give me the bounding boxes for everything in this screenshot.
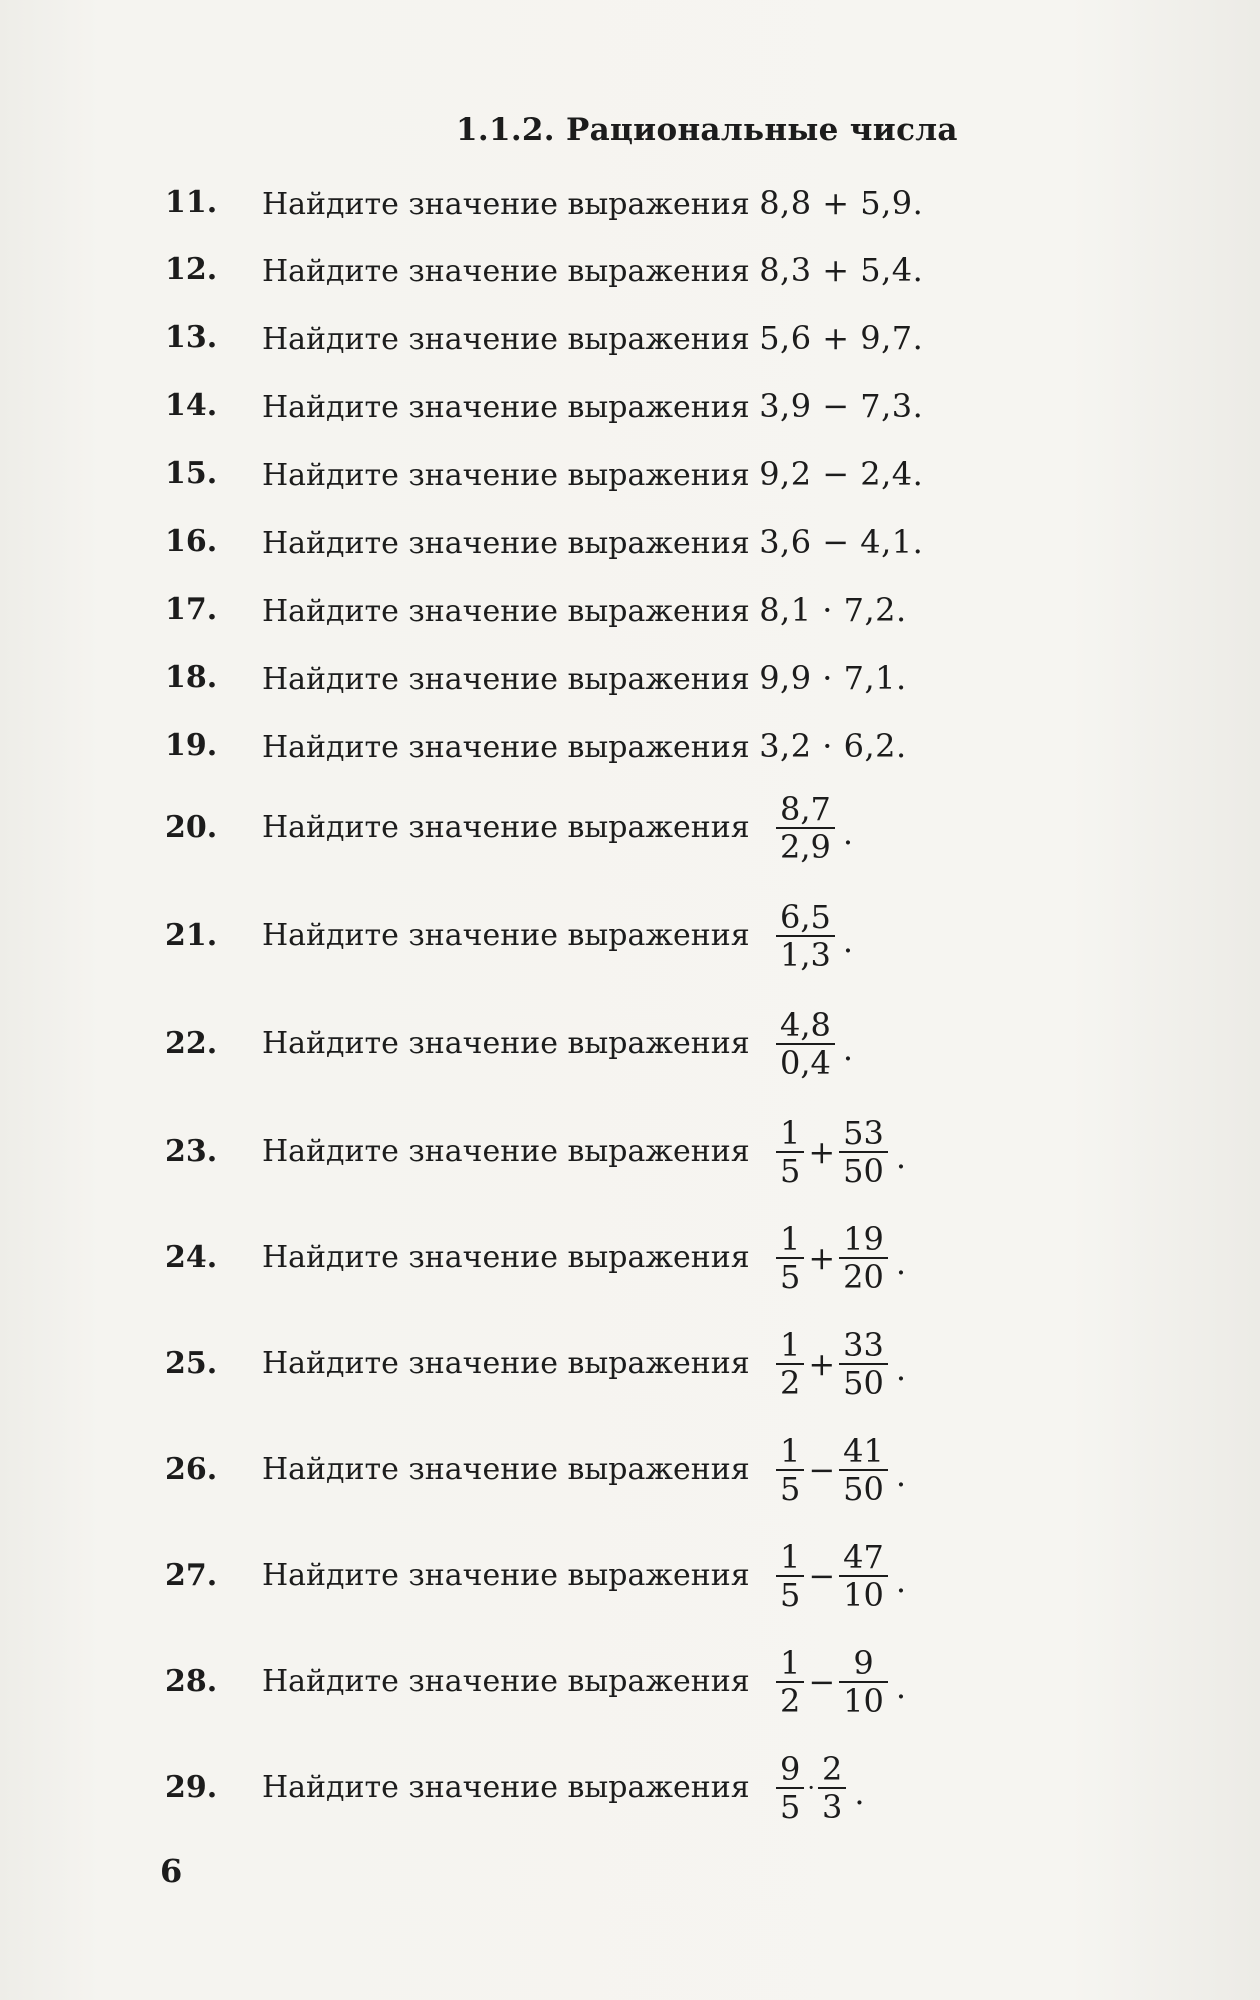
- fraction: [839, 1433, 888, 1507]
- problem-12: [0, 240, 1260, 300]
- problem-22: [0, 1006, 1260, 1082]
- operator: −: [808, 1663, 836, 1701]
- prompt: Найдите значение выражения: [262, 594, 750, 629]
- prompt: Найдите значение выражения: [262, 730, 750, 765]
- prompt: Найдите значение выражения: [262, 662, 750, 697]
- fraction: [776, 1221, 804, 1295]
- problem-25: [0, 1326, 1260, 1402]
- problem-18: [0, 648, 1260, 708]
- problem-text: [262, 173, 923, 235]
- expression: 8,8 + 5,9.: [759, 184, 924, 222]
- numerator: 1: [780, 1644, 801, 1682]
- denominator: 50: [839, 1151, 888, 1189]
- denominator: 10: [839, 1575, 888, 1613]
- denominator: 5: [776, 1151, 804, 1189]
- problem-17: [0, 580, 1260, 640]
- period: .: [842, 1030, 854, 1068]
- problem-number: 23.: [165, 1134, 218, 1169]
- denominator: 10: [839, 1681, 888, 1719]
- fraction: [839, 1221, 888, 1295]
- denominator: 50: [839, 1469, 888, 1507]
- prompt: Найдите значение выражения: [262, 1452, 750, 1487]
- problem-text: [262, 648, 907, 710]
- expression: 3,9 − 7,3.: [759, 387, 924, 425]
- problem-27: [0, 1538, 1260, 1614]
- problem-text: [262, 308, 923, 370]
- period: .: [842, 814, 854, 852]
- problem-number: 27.: [165, 1558, 218, 1593]
- problem-28: [0, 1644, 1260, 1720]
- problem-number: 17.: [165, 592, 218, 627]
- prompt: Найдите значение выражения: [262, 254, 750, 289]
- fraction: [839, 1327, 888, 1401]
- fraction: [776, 1327, 804, 1401]
- prompt: Найдите значение выражения: [262, 1346, 750, 1381]
- period: .: [895, 1456, 907, 1494]
- prompt: Найдите значение выражения: [262, 1026, 750, 1061]
- problem-number: 25.: [165, 1346, 218, 1381]
- problem-number: 24.: [165, 1240, 218, 1275]
- denominator: 2: [776, 1363, 804, 1401]
- problem-text: [262, 444, 923, 506]
- problem-23: [0, 1114, 1260, 1190]
- problem-13: [0, 308, 1260, 368]
- problem-number: 12.: [165, 252, 218, 287]
- expression: 8,1 · 7,2.: [759, 591, 907, 629]
- fraction: [839, 1115, 888, 1189]
- numerator: 1: [780, 1432, 801, 1470]
- fraction: [776, 1539, 804, 1613]
- problem-number: 28.: [165, 1664, 218, 1699]
- fraction-expression: [774, 1430, 906, 1510]
- fraction: [818, 1751, 846, 1825]
- denominator: 1,3: [776, 935, 835, 973]
- prompt: Найдите значение выражения: [262, 810, 750, 845]
- expression: 9,2 − 2,4.: [759, 455, 924, 493]
- fraction-expression: [774, 896, 853, 976]
- period: .: [895, 1350, 907, 1388]
- problem-11: [0, 173, 1260, 233]
- problem-19: [0, 716, 1260, 776]
- denominator: 2,9: [776, 827, 835, 865]
- numerator: 41: [843, 1432, 884, 1470]
- fraction: [839, 1539, 888, 1613]
- fraction: [776, 899, 835, 973]
- problem-20: [0, 790, 1260, 866]
- fraction: [776, 1433, 804, 1507]
- operator: +: [808, 1239, 836, 1277]
- operator: +: [808, 1133, 836, 1171]
- problem-number: 15.: [165, 456, 218, 491]
- page-number: 6: [160, 1852, 183, 1890]
- prompt: Найдите значение выражения: [262, 1664, 750, 1699]
- fraction-expression: [774, 1536, 906, 1616]
- prompt: Найдите значение выражения: [262, 458, 750, 493]
- fraction-expression: [774, 1218, 906, 1298]
- denominator: 50: [839, 1363, 888, 1401]
- numerator: 4,8: [780, 1006, 831, 1044]
- prompt: Найдите значение выражения: [262, 1770, 750, 1805]
- denominator: 20: [839, 1257, 888, 1295]
- problem-number: 20.: [165, 810, 218, 845]
- numerator: 53: [843, 1114, 884, 1152]
- problem-number: 29.: [165, 1770, 218, 1805]
- problem-number: 18.: [165, 660, 218, 695]
- fraction: [776, 1751, 804, 1825]
- prompt: Найдите значение выражения: [262, 187, 750, 222]
- numerator: 1: [780, 1220, 801, 1258]
- operator: ·: [807, 1774, 815, 1802]
- numerator: 33: [843, 1326, 884, 1364]
- operator: −: [808, 1557, 836, 1595]
- fraction: [776, 1115, 804, 1189]
- fraction-expression: [774, 1004, 853, 1084]
- numerator: 1: [780, 1538, 801, 1576]
- fraction: [776, 1645, 804, 1719]
- section-title: 1.1.2. Рациональные числа: [456, 112, 958, 148]
- numerator: 9: [780, 1750, 801, 1788]
- fraction-expression: [774, 1324, 906, 1404]
- problem-16: [0, 512, 1260, 572]
- numerator: 1: [780, 1326, 801, 1364]
- fraction: [776, 791, 835, 865]
- expression: 3,2 · 6,2.: [759, 727, 907, 765]
- expression: 5,6 + 9,7.: [759, 319, 924, 357]
- period: .: [854, 1774, 865, 1812]
- problem-29: [0, 1750, 1260, 1826]
- fraction-expression: [774, 1748, 865, 1828]
- fraction: [776, 1007, 835, 1081]
- denominator: 5: [776, 1469, 804, 1507]
- denominator: 5: [776, 1575, 804, 1613]
- operator: −: [808, 1451, 836, 1489]
- denominator: 5: [776, 1787, 804, 1825]
- problem-number: 13.: [165, 320, 218, 355]
- problem-21: [0, 898, 1260, 974]
- numerator: 47: [843, 1538, 884, 1576]
- problem-number: 14.: [165, 388, 218, 423]
- numerator: 9: [853, 1644, 874, 1682]
- denominator: 3: [818, 1787, 846, 1825]
- prompt: Найдите значение выражения: [262, 390, 750, 425]
- expression: 8,3 + 5,4.: [759, 251, 924, 289]
- problem-number: 11.: [165, 185, 218, 220]
- problem-26: [0, 1432, 1260, 1508]
- period: .: [842, 922, 854, 960]
- prompt: Найдите значение выражения: [262, 918, 750, 953]
- numerator: 19: [843, 1220, 884, 1258]
- problem-text: [262, 512, 923, 574]
- problem-text: [262, 376, 923, 438]
- prompt: Найдите значение выражения: [262, 322, 750, 357]
- problem-15: [0, 444, 1260, 504]
- fraction-expression: [774, 1642, 906, 1722]
- numerator: 2: [822, 1750, 843, 1788]
- fraction-expression: [774, 788, 853, 868]
- problem-14: [0, 376, 1260, 436]
- period: .: [895, 1562, 907, 1600]
- operator: +: [808, 1345, 836, 1383]
- denominator: 5: [776, 1257, 804, 1295]
- numerator: 1: [780, 1114, 801, 1152]
- problem-number: 26.: [165, 1452, 218, 1487]
- prompt: Найдите значение выражения: [262, 526, 750, 561]
- problem-text: [262, 240, 923, 302]
- expression: 3,6 − 4,1.: [759, 523, 924, 561]
- prompt: Найдите значение выражения: [262, 1558, 750, 1593]
- denominator: 2: [776, 1681, 804, 1719]
- fraction: [839, 1645, 888, 1719]
- numerator: 6,5: [780, 898, 831, 936]
- problem-text: [262, 580, 907, 642]
- problem-number: 21.: [165, 918, 218, 953]
- problem-text: [262, 716, 907, 778]
- denominator: 0,4: [776, 1043, 835, 1081]
- period: .: [895, 1138, 907, 1176]
- problem-24: [0, 1220, 1260, 1296]
- fraction-expression: [774, 1112, 906, 1192]
- problem-number: 16.: [165, 524, 218, 559]
- problem-number: 22.: [165, 1026, 218, 1061]
- problem-number: 19.: [165, 728, 218, 763]
- numerator: 8,7: [780, 790, 831, 828]
- period: .: [895, 1244, 907, 1282]
- prompt: Найдите значение выражения: [262, 1134, 750, 1169]
- expression: 9,9 · 7,1.: [759, 659, 907, 697]
- period: .: [895, 1668, 907, 1706]
- prompt: Найдите значение выражения: [262, 1240, 750, 1275]
